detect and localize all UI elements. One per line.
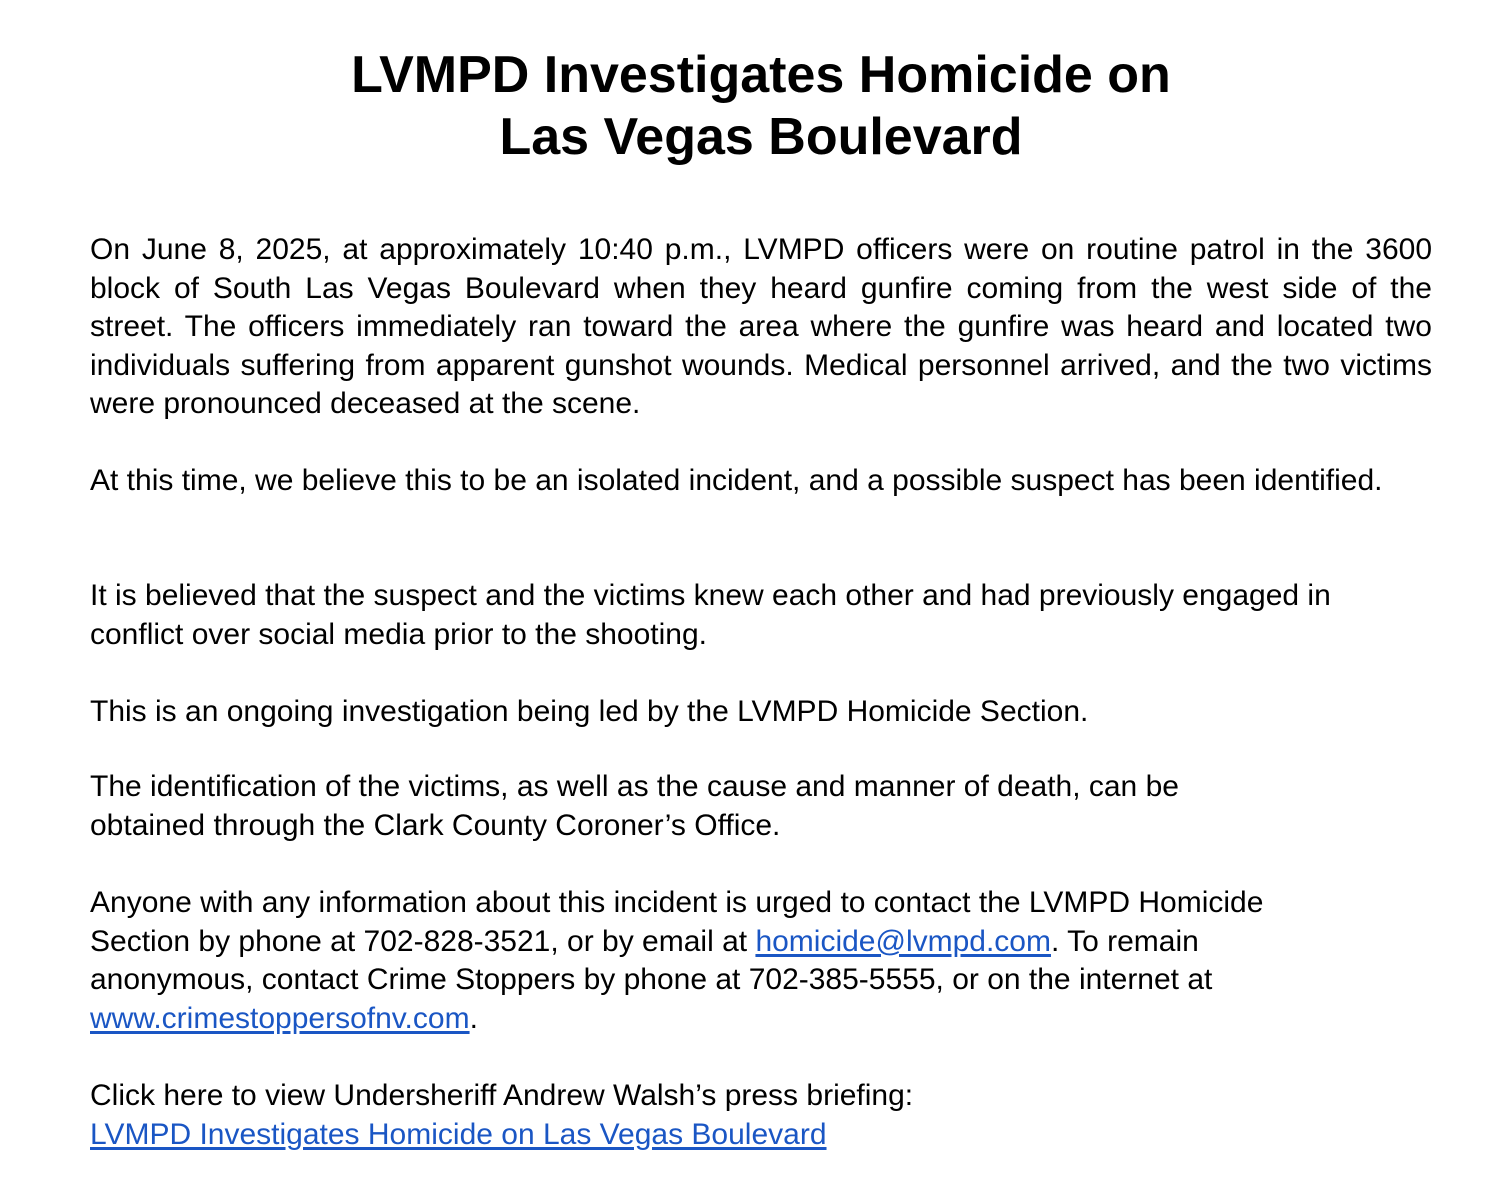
- page-title: [0, 44, 1500, 168]
- press-briefing-line: [90, 1116, 1432, 1155]
- isolated-incident-paragraph: At this time, we believe this to be an isolated incident, and a possible suspect has been identified.: [90, 464, 1383, 497]
- contact-line-2: [90, 923, 1432, 962]
- contact-paragraph: [90, 884, 1432, 1038]
- title-line-1: LVMPD Investigates Homicide on: [351, 46, 1171, 104]
- coroner-line-1: The identification of the victims, as well as the cause and manner of death, can be: [90, 770, 1179, 803]
- contact-line-1: Anyone with any information about this incident is urged to contact the LVMPD Homicide: [90, 886, 1264, 919]
- press-briefing-paragraph: [90, 1077, 1432, 1154]
- title-line-2: Las Vegas Boulevard: [499, 108, 1023, 166]
- press-briefing-text: Click here to view Undersheriff Andrew Walsh’s press briefing:: [90, 1079, 914, 1112]
- crime-stoppers-website-link[interactable]: www.crimestoppersofnv.com: [90, 1001, 470, 1035]
- investigation-paragraph: This is an ongoing investigation being led by the LVMPD Homicide Section.: [90, 695, 1089, 728]
- press-briefing-link[interactable]: LVMPD Investigates Homicide on Las Vegas Boulevard: [90, 1117, 827, 1151]
- incident-paragraph: On June 8, 2025, at approximately 10:40 p.m., LVMPD officers were on routine patrol in the 3600 block of South Las Vegas Boulevard when they heard gunfire coming from the west side of the street. The officers immediately ran toward the area where the gunfire was heard and located two individuals suffering from apparent gunshot wounds. Medical personnel arrived, and the two victims were pronounced deceased at the scene.: [90, 233, 1432, 420]
- contact-line-3: anonymous, contact Crime Stoppers by phone at 702-385-5555, or on the internet at: [90, 963, 1213, 996]
- homicide-email-link[interactable]: homicide@lvmpd.com: [755, 924, 1051, 958]
- suspect-relationship-paragraph: It is believed that the suspect and the victims knew each other and had previously engaged in conflict over social media prior to the shooting.: [90, 579, 1331, 651]
- contact-line-4-end: .: [469, 1001, 478, 1035]
- coroner-line-2: obtained through the Clark County Coroner’s Office.: [90, 808, 781, 842]
- contact-line-4: [90, 1000, 1432, 1039]
- coroner-paragraph: [90, 768, 1432, 845]
- contact-line-2-text: Section by phone at 702-828-3521, or by email at: [90, 924, 756, 958]
- contact-line-2-end: . To remain: [1050, 924, 1199, 958]
